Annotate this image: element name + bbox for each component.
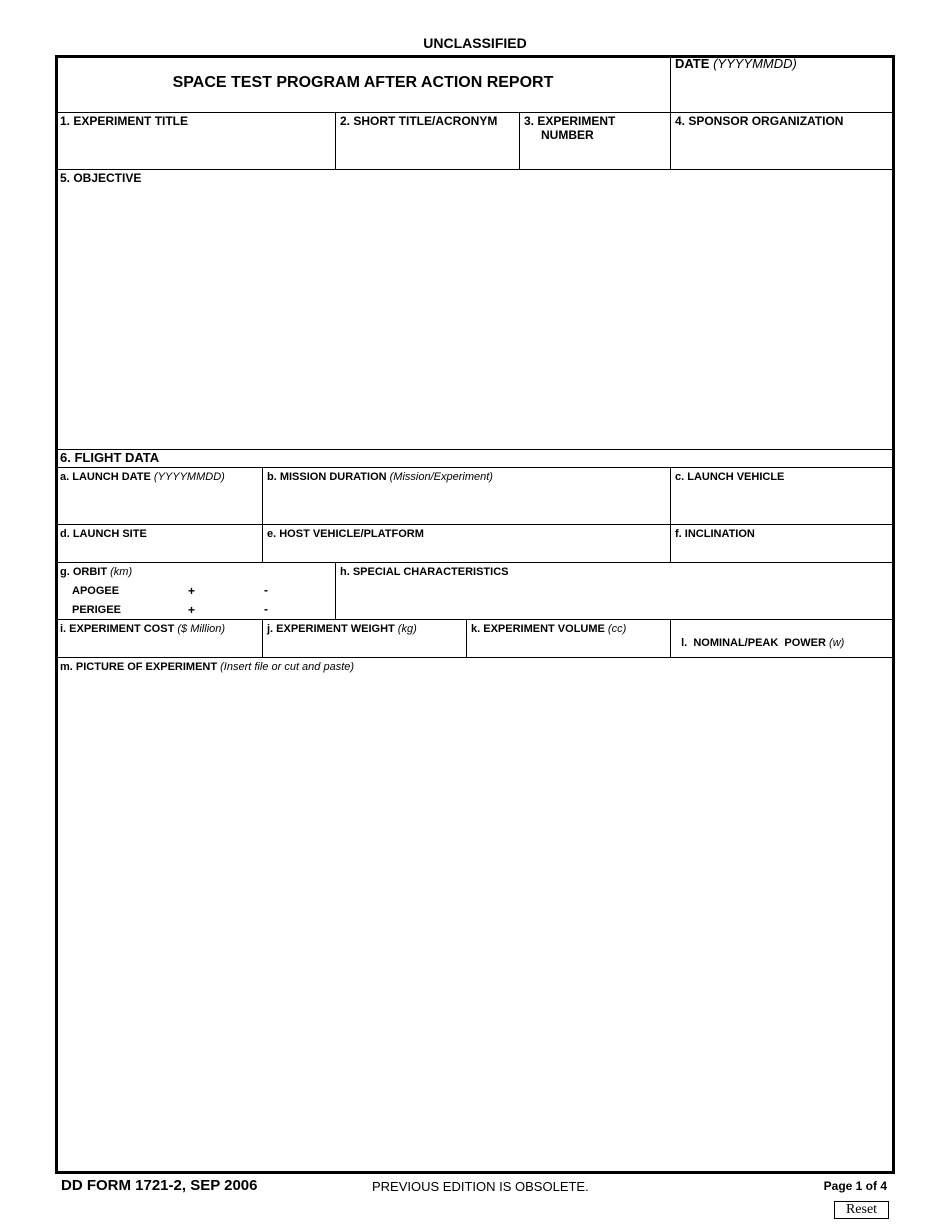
experiment-cost-label: i. EXPERIMENT COST ($ Million) [60, 623, 226, 635]
picture-label: m. PICTURE OF EXPERIMENT (Insert file or cut and paste) [60, 661, 355, 673]
experiment-weight-label: j. EXPERIMENT WEIGHT (kg) [267, 623, 417, 635]
objective-label: 5. OBJECTIVE [60, 171, 142, 185]
special-characteristics-field[interactable] [337, 580, 892, 618]
launch-site-label: d. LAUNCH SITE [60, 528, 147, 540]
perigee-plus-field[interactable] [198, 601, 260, 617]
short-title-field[interactable] [337, 130, 518, 168]
mission-duration-label: b. MISSION DURATION (Mission/Experiment) [267, 471, 493, 483]
experiment-number-field[interactable] [521, 145, 669, 168]
experiment-number-label: 3. EXPERIMENT NUMBER [524, 114, 616, 142]
form-title: SPACE TEST PROGRAM AFTER ACTION REPORT [172, 74, 554, 91]
perigee-plus-sign: + [188, 603, 196, 617]
power-field[interactable] [672, 637, 892, 656]
short-title-label: 2. SHORT TITLE/ACRONYM [340, 114, 498, 128]
date-field[interactable] [672, 72, 892, 111]
special-characteristics-label: h. SPECIAL CHARACTERISTICS [340, 566, 509, 578]
edition-note: PREVIOUS EDITION IS OBSOLETE. [372, 1179, 589, 1194]
mission-duration-field[interactable] [264, 485, 669, 523]
inclination-label: f. INCLINATION [675, 528, 755, 540]
apogee-minus-field[interactable] [272, 582, 334, 598]
objective-field[interactable] [57, 187, 893, 448]
power-label: l. NOMINAL/PEAK POWER (w) [681, 637, 845, 649]
launch-date-field[interactable] [57, 485, 261, 523]
experiment-weight-field[interactable] [264, 637, 465, 656]
picture-field[interactable] [57, 676, 893, 1170]
experiment-cost-field[interactable] [57, 637, 261, 656]
perigee-minus-field[interactable] [272, 601, 334, 617]
launch-vehicle-label: c. LAUNCH VEHICLE [675, 471, 785, 483]
orbit-label: g. ORBIT (km) [60, 566, 133, 578]
experiment-volume-field[interactable] [468, 637, 669, 656]
experiment-title-label: 1. EXPERIMENT TITLE [60, 114, 189, 128]
apogee-plus-sign: + [188, 584, 196, 598]
sponsor-organization-label: 4. SPONSOR ORGANIZATION [675, 114, 844, 128]
perigee-label: PERIGEE [72, 604, 121, 616]
flight-data-label: 6. FLIGHT DATA [60, 450, 160, 465]
form-id: DD FORM 1721-2, SEP 2006 [61, 1177, 258, 1194]
page-number: Page 1 of 4 [823, 1179, 887, 1193]
classification-top: UNCLASSIFIED [423, 35, 527, 51]
perigee-minus-sign: - [264, 602, 268, 616]
host-vehicle-field[interactable] [264, 542, 669, 561]
experiment-volume-label: k. EXPERIMENT VOLUME (cc) [471, 623, 627, 635]
launch-date-label: a. LAUNCH DATE (YYYYMMDD) [60, 471, 225, 483]
sponsor-organization-field[interactable] [672, 130, 892, 168]
inclination-field[interactable] [672, 542, 892, 561]
reset-button[interactable]: Reset [834, 1201, 889, 1219]
apogee-plus-field[interactable] [198, 582, 260, 598]
host-vehicle-label: e. HOST VEHICLE/PLATFORM [267, 528, 424, 540]
date-label: DATE (YYYYMMDD) [675, 56, 797, 71]
launch-site-field[interactable] [57, 542, 261, 561]
apogee-label: APOGEE [72, 585, 120, 597]
experiment-title-field[interactable] [57, 130, 334, 168]
launch-vehicle-field[interactable] [672, 485, 892, 523]
apogee-minus-sign: - [264, 583, 268, 597]
